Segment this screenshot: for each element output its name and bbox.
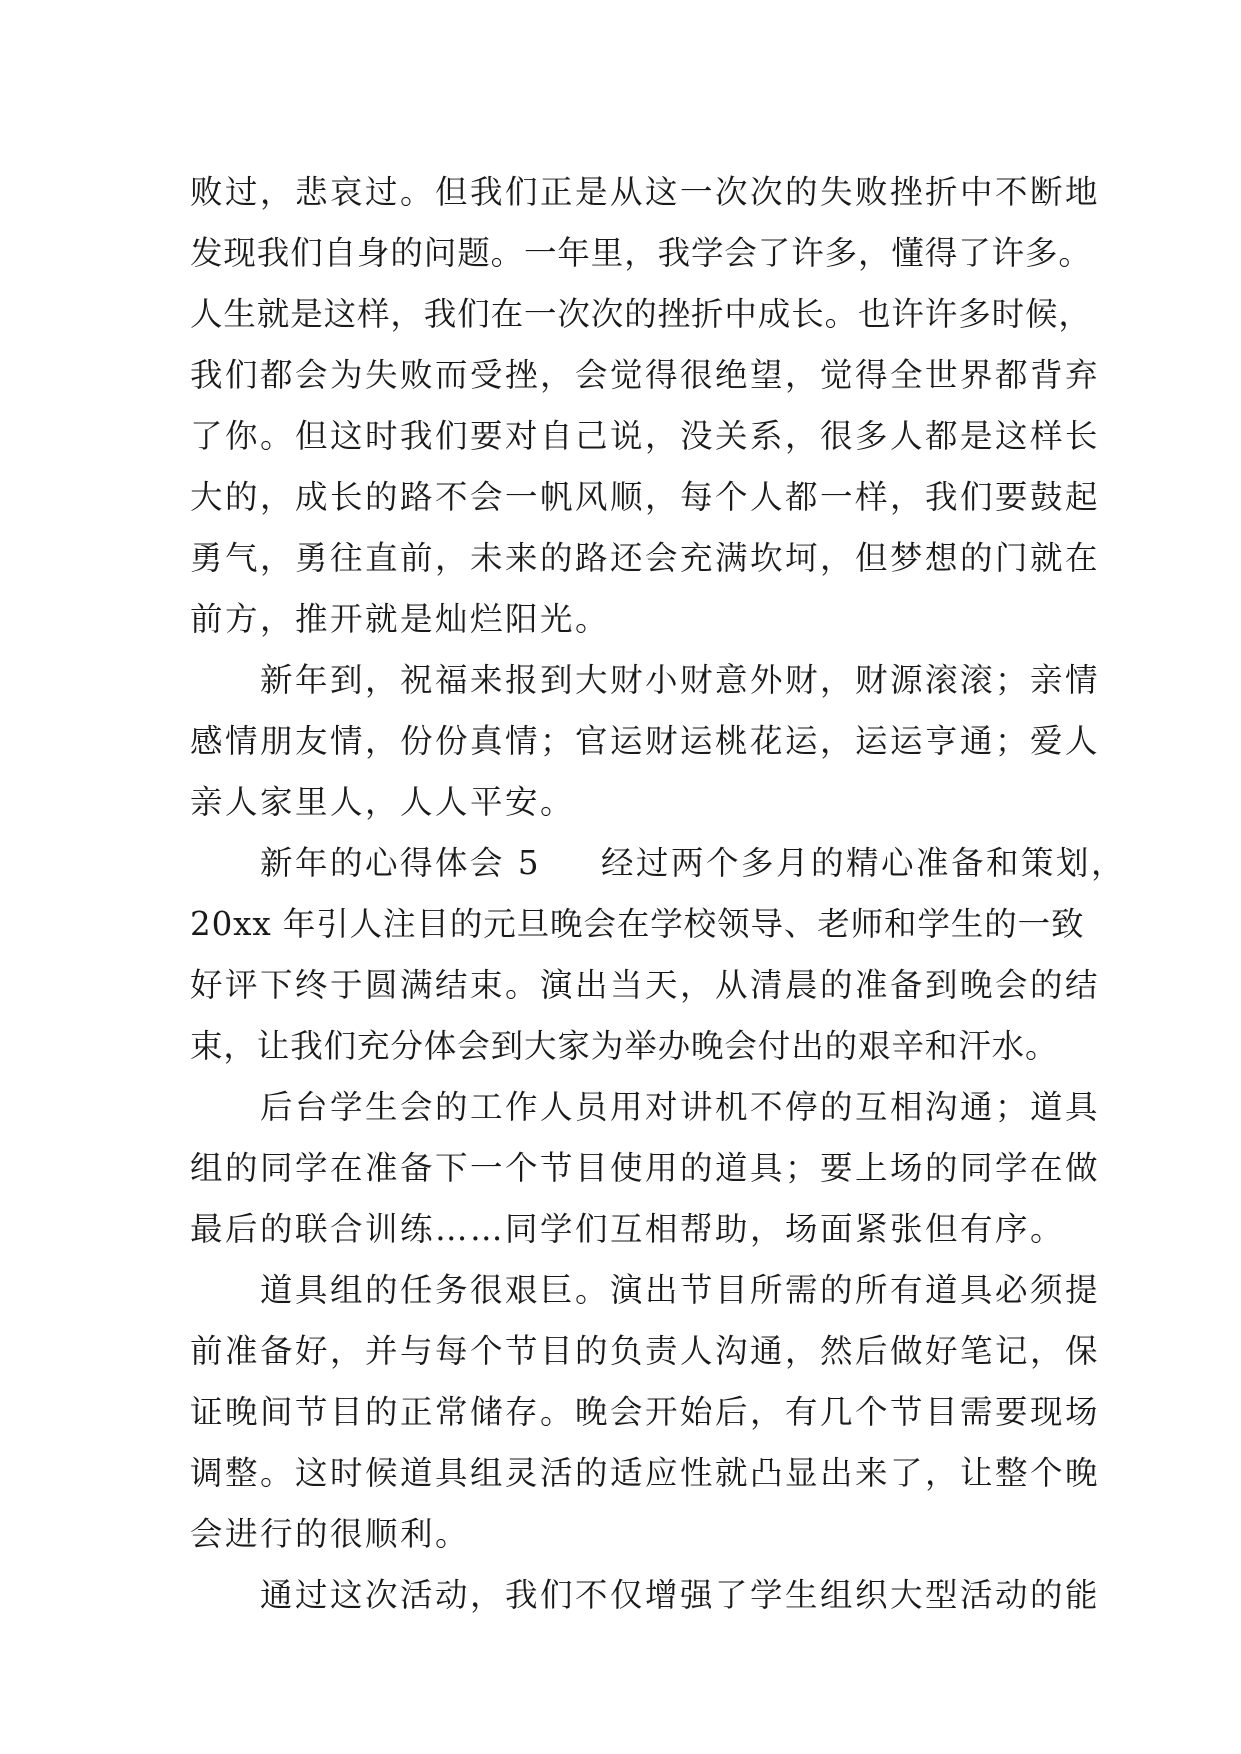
text-line: 会进行的很顺利。 (190, 1515, 471, 1553)
text-line: 大的，成长的路不会一帆风顺，每个人都一样，我们要鼓起 (190, 478, 1101, 516)
text-line: 组的同学在准备下一个节目使用的道具；要上场的同学在做 (190, 1149, 1101, 1187)
text-line: 发现我们自身的问题。一年里，我学会了许多，懂得了许多。 (190, 234, 1092, 272)
text-line: 20xx 年引人注目的元旦晚会在学校领导、老师和学生的一致 (190, 905, 1085, 943)
text-line: 我们都会为失败而受挫，会觉得很绝望，觉得全世界都背弃 (190, 356, 1101, 394)
text-line: 亲人家里人，人人平安。 (190, 783, 576, 821)
text-line: 人生就是这样，我们在一次次的挫折中成长。也许许多时候， (190, 295, 1092, 333)
text-line: 通过这次活动，我们不仅增强了学生组织大型活动的能 (190, 1576, 1101, 1614)
section-heading-line (190, 833, 1127, 894)
text-line: 感情朋友情，份份真情；官运财运桃花运，运运亨通；爱人 (190, 722, 1101, 760)
section-first-sentence: 经过两个多月的精心准备和策划， (601, 844, 1127, 882)
text-line: 束，让我们充分体会到大家为举办晚会付出的艰辛和汗水。 (190, 1027, 1059, 1065)
text-line: 好评下终于圆满结束。演出当天，从清晨的准备到晚会的结 (190, 966, 1101, 1004)
text-line: 勇气，勇往直前，未来的路还会充满坎坷，但梦想的门就在 (190, 539, 1101, 577)
document-body (190, 162, 1127, 1626)
text-line: 证晚间节目的正常储存。晚会开始后，有几个节目需要现场 (190, 1393, 1101, 1431)
text-line: 道具组的任务很艰巨。演出节目所需的所有道具必须提 (190, 1271, 1101, 1309)
text-line: 调整。这时候道具组灵活的适应性就凸显出来了，让整个晚 (190, 1454, 1101, 1492)
section-heading: 新年的心得体会 5 (190, 844, 542, 882)
text-line: 败过，悲哀过。但我们正是从这一次次的失败挫折中不断地 (190, 173, 1101, 211)
text-line: 新年到，祝福来报到大财小财意外财，财源滚滚；亲情 (190, 661, 1101, 699)
text-line: 前准备好，并与每个节目的负责人沟通，然后做好笔记，保 (190, 1332, 1101, 1370)
text-line: 后台学生会的工作人员用对讲机不停的互相沟通；道具 (190, 1088, 1101, 1126)
text-line: 最后的联合训练……同学们互相帮助，场面紧张但有序。 (190, 1210, 1066, 1248)
text-line: 了你。但这时我们要对自己说，没关系，很多人都是这样长 (190, 417, 1101, 455)
text-line: 前方，推开就是灿烂阳光。 (190, 600, 611, 638)
